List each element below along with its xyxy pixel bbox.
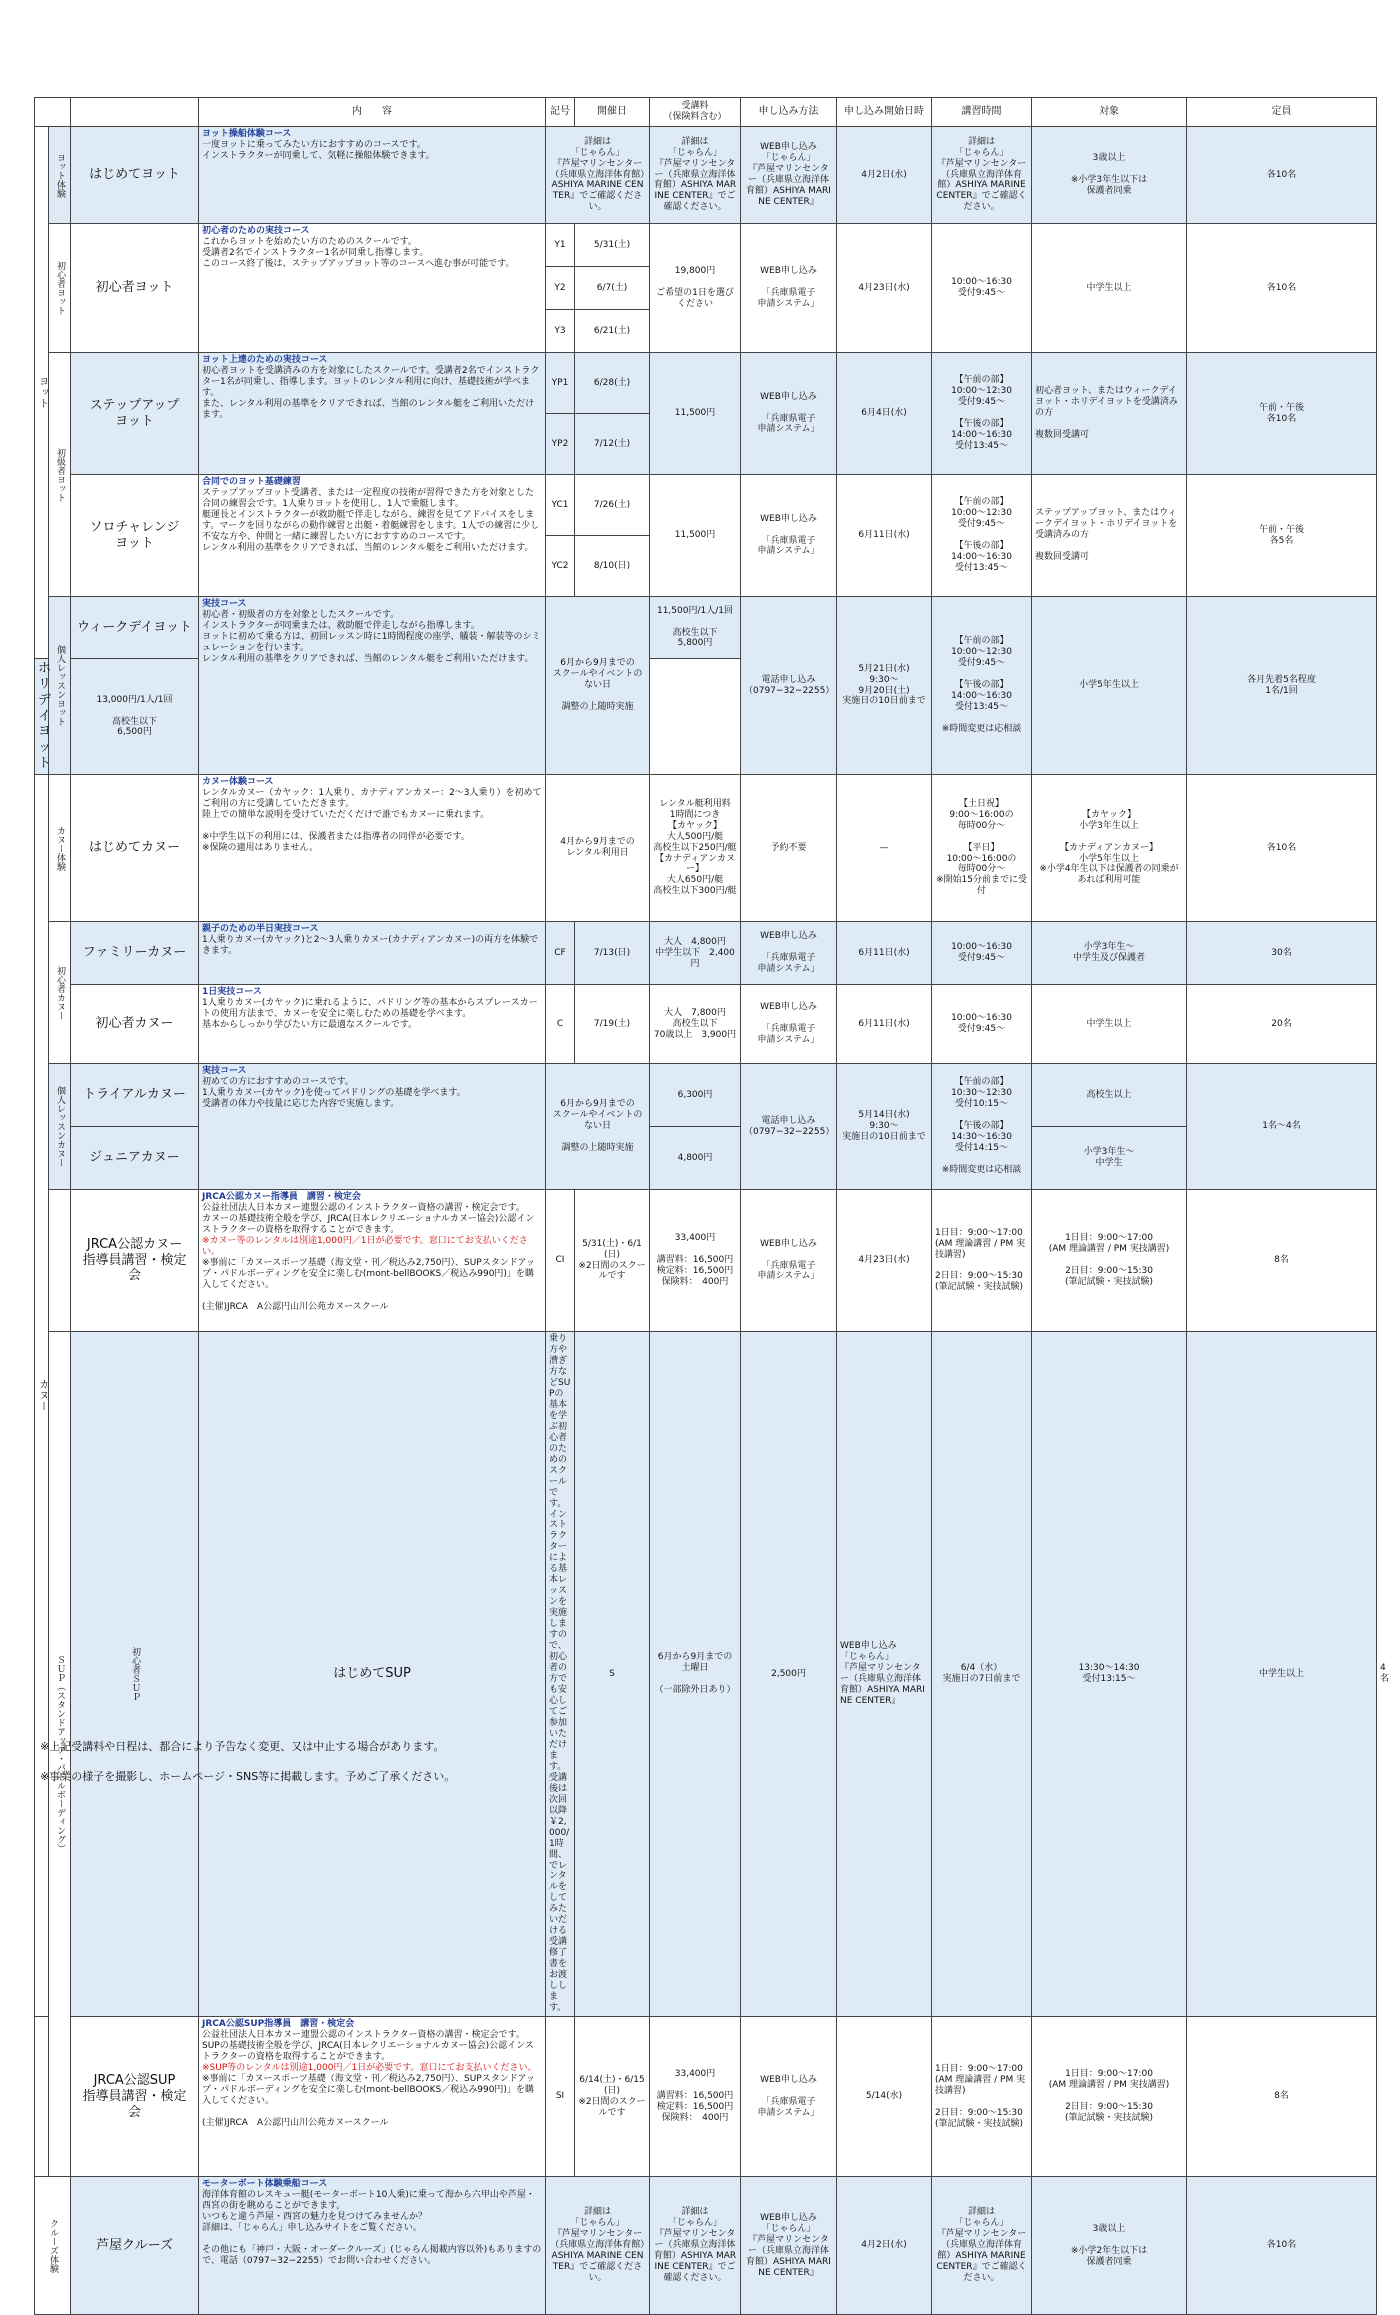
subcategory-beginner-canoe: 初心者カヌー	[49, 922, 71, 1064]
course-lead: ヨット上達のための実技コース	[202, 355, 328, 365]
course-fee: 大人 7,800円 高校生以下 70歳以上 3,900円	[650, 985, 741, 1064]
course-date: 6月から9月までの 土曜日 （一部除外日あり）	[650, 1332, 741, 2017]
course-fee: レンタル艇利用料 1時間につき 【カヤック】 大人500円/艇 高校生以下250円/艇 【カナディアンカヌー】 大人650円/艇 高校生以下300円/艇	[650, 775, 741, 922]
course-name: 芦屋クルーズ	[71, 2177, 199, 2315]
course-apply: WEB申し込み 「じゃらん」 『芦屋マリンセンター（兵庫県立海洋体育館）ASHIYA MARINE CENTER』	[837, 1332, 932, 2017]
course-lead: モーターボート体験乗船コース	[202, 2179, 328, 2190]
course-desc-text: 初心者・初級者の方を対象としたスクールです。 インストラクターが同乗または、救助艇で伴走しながら指導します。 ヨットに初めて乗る方は、初回レッスン時に1時間程度の座学、艤装・解装等のシミュレーションを行います。 レンタル利用の基準をクリアできれば、当館のレンタル艇をご利用いただけます。	[202, 609, 541, 664]
course-schedule-table	[34, 97, 1390, 2315]
course-fee: 13,000円/1人/1回 高校生以下 6,500円	[71, 659, 199, 775]
header-content: 内 容	[199, 98, 546, 127]
course-apply-start: 5/14(水)	[837, 2017, 932, 2177]
course-apply: WEB申し込み 「兵庫県電子 申請システム」	[741, 1190, 837, 1332]
course-lead: 1日実技コース	[202, 987, 262, 998]
subcategory-beginner-sup: 初心者ＳＵＰ	[71, 1332, 199, 2017]
course-fee: 詳細は 「じゃらん」 『芦屋マリンセンター（兵庫県立海洋体育館）ASHIYA MARINE CENTER』でご確認ください。	[650, 2177, 741, 2315]
course-date: 詳細は 「じゃらん」 『芦屋マリンセンター（兵庫県立海洋体育館）ASHIYA MARINE CENTER』でご確認ください。	[546, 127, 650, 224]
course-capacity: 各10名	[1187, 2177, 1377, 2315]
header-capacity: 定員	[1187, 98, 1377, 127]
course-apply-start: 4月23日(水)	[837, 1190, 932, 1332]
course-target: 1日目：9:00〜17:00 (AM 理論講習 / PM 実技講習) 2日目：9:00〜15:30 (筆記試験・実技試験)	[1032, 2017, 1187, 2177]
row-hajimete-yacht	[35, 127, 1377, 224]
course-date: 8/10(日)	[575, 536, 650, 597]
row-jrca-canoe	[35, 1190, 1377, 1332]
course-time: 【午前の部】 10:00〜12:30 受付9:45〜 【午後の部】 14:00〜16:30 受付13:45〜	[932, 475, 1032, 597]
subcategory-blank	[35, 2017, 49, 2177]
course-description	[199, 2177, 546, 2315]
course-description	[199, 1190, 546, 1332]
course-desc-text: 一度ヨットに乗ってみたい方におすすめのコースです。 インストラクターが同乗して、気軽に操船体験できます。	[202, 139, 435, 161]
course-date: 6月から9月までの スクールやイベントのない日 調整の上随時実施	[546, 1064, 650, 1190]
course-description	[199, 775, 546, 922]
course-date: 7/26(土)	[575, 475, 650, 536]
course-lead: 実技コース	[202, 599, 247, 609]
course-capacity: 各月先着5名程度 1名/1回	[1187, 597, 1377, 775]
course-code: YC1	[546, 475, 575, 536]
course-apply: WEB申し込み 「兵庫県電子 申請システム」	[741, 224, 837, 353]
course-fee: 大人 4,800円 中学生以下 2,400円	[650, 922, 741, 985]
course-name: はじめてSUP	[199, 1332, 546, 2017]
course-apply-start: 5月14日(水) 9:30〜 実施日の10日前まで	[837, 1064, 932, 1190]
subcategory-canoe-trial: カヌー体験	[49, 775, 71, 922]
course-code: SI	[546, 2017, 575, 2177]
header-date: 開催日	[575, 98, 650, 127]
course-target: 小学5年生以上	[1032, 597, 1187, 775]
course-fee: 6,300円	[650, 1064, 741, 1127]
course-fee: 11,500円	[650, 475, 741, 597]
subcategory-private-yacht: 個人レッスンヨット	[49, 597, 71, 775]
footnote-1: ※上記受講料や日程は、都合により予告なく変更、又は中止する場合があります。	[40, 1740, 445, 1753]
course-apply: WEB申し込み 「兵庫県電子 申請システム」	[741, 353, 837, 475]
course-capacity: 8名	[1187, 2017, 1377, 2177]
course-fee: 4,800円	[650, 1127, 741, 1190]
course-target: 【カヤック】 小学3年生以上 【カナディアンカヌー】 小学5年生以上 ※小学4年生以下は保護者の同乗があれば利用可能	[1032, 775, 1187, 922]
course-date: 6/7(土)	[575, 267, 650, 310]
course-name: 初心者ヨット	[71, 224, 199, 353]
course-date: 7/19(土)	[575, 985, 650, 1064]
course-desc-text: 初心者ヨットを受講済みの方を対象にしたスクールです。受講者2名でインストラクター1名が同乗し、指導します。ヨットのレンタル利用に向け、基礎技術が学べます。 また、レンタル利用の基準をクリアできれば、当館のレンタル艇をご利用いただけます。	[202, 365, 540, 420]
course-capacity: 午前・午後 各5名	[1187, 475, 1377, 597]
course-warning: ※SUP等のレンタルは別途1,000円／1日が必要です。窓口にてお支払いください。	[202, 2062, 537, 2073]
subcategory-blank	[49, 1190, 71, 1332]
course-description	[199, 922, 546, 985]
course-apply: WEB申し込み 「兵庫県電子 申請システム」	[741, 922, 837, 985]
course-time: 詳細は 「じゃらん」 『芦屋マリンセンター（兵庫県立海洋体育館）ASHIYA MARINE CENTER』でご確認ください。	[932, 127, 1032, 224]
course-name: ソロチャレンジ ヨット	[71, 475, 199, 597]
course-date: 6月から9月までの スクールやイベントのない日 調整の上随時実施	[546, 597, 650, 775]
category-canoe: カヌー	[35, 775, 49, 2017]
course-description	[199, 353, 546, 475]
course-name: ウィークデイヨット	[71, 597, 199, 659]
subcategory-private-canoe: 個人レッスンカヌー	[49, 1064, 71, 1190]
course-fee: 33,400円 講習料：16,500円 検定料：16,500円 保険料： 400円	[650, 2017, 741, 2177]
course-target: 中学生以上	[1187, 1332, 1377, 2017]
course-desc-text: 初めての方におすすめのコースです。 1人乗りカヌー(カヤック)を使ってパドリングの基礎を学べます。 受講者の体力や技量に応じた内容で実施します。	[202, 1076, 466, 1109]
course-apply-start: 6月4日(水)	[837, 353, 932, 475]
course-code: YC2	[546, 536, 575, 597]
course-fee: 33,400円 講習料：16,500円 検定料：16,500円 保険料： 400円	[650, 1190, 741, 1332]
row-hajimete-sup: ＳＵＰ（スタンドアップ・パドルボーディング） 初心者ＳＵＰ はじめてSUP 乗り方や漕ぎ方などSUPの基本を学ぶ初心者のためのスクールです。 インストラクターによる基本レッスンを実施しますので、初心者の方でも安心してご参加いただけます。受講後は次回以降￥2,000/1時間、でレンタルをしてみたいだける受講修了書をお渡しします。 S 6月から9月までの 土曜日 （一部除外日あり） 2,500円 WEB申し込み 「じゃらん」 『芦屋マリンセンター（兵庫県立海洋体育館）ASHIYA MARINE CENTER』 6/4（水） 実施日の7日前まで 13:30〜14:30 受付13:15〜 中学生以上 4名	[35, 1332, 1377, 2017]
course-date: 4月から9月までの レンタル利用日	[546, 775, 650, 922]
course-date: 6/14(土)・6/15(日) ※2日間のスクールです	[575, 2017, 650, 2177]
course-lead: カヌー体験コース	[202, 777, 274, 788]
course-desc-text: 海洋体育館のレスキュー艇(モーターボート10人乗)に乗って海から六甲山や芦屋・西宮の街を眺めることができます。 いつもと違う芦屋・西宮の魅力を見つけてみませんか？ 詳細は、「じゃらん」申し込みサイトをご覧ください。 その他にも「神戸・大阪・オーダークルーズ」(じゃらん掲載内容以外)もありますので、電話（0797−32−2255）でお問い合わせください。	[202, 2190, 542, 2266]
course-description	[199, 475, 546, 597]
course-time: 【午前の部】 10:00〜12:30 受付9:45〜 【午後の部】 14:00〜16:30 受付13:45〜 ※時間変更は応相談	[932, 597, 1032, 775]
course-time: 10:00〜16:30 受付9:45〜	[932, 224, 1032, 353]
course-capacity: 各10名	[1187, 775, 1377, 922]
category-cruise: クルーズ体験	[35, 2177, 71, 2315]
course-capacity: 8名	[1187, 1190, 1377, 1332]
course-description	[199, 985, 546, 1064]
course-name: JRCA公認カヌー 指導員講習・検定 会	[71, 1190, 199, 1332]
course-name: 初心者カヌー	[71, 985, 199, 1064]
header-apply: 申し込み方法	[741, 98, 837, 127]
course-apply: WEB申し込み 「兵庫県電子 申請システム」	[741, 2017, 837, 2177]
row-shoshinsha-yacht	[35, 224, 1377, 267]
course-time: 10:00〜16:30 受付9:45〜	[932, 985, 1032, 1064]
category-yacht: ヨット	[35, 127, 49, 659]
subcategory-beginner-yacht2: 初級者ヨット	[49, 353, 71, 597]
course-apply-start: 4月2日(水)	[837, 2177, 932, 2315]
course-code: Y2	[546, 267, 575, 310]
course-code: YP1	[546, 353, 575, 414]
course-fee: 2,500円	[741, 1332, 837, 2017]
course-target: 小学3年生〜 中学生及び保護者	[1032, 922, 1187, 985]
course-lead: ヨット操船体験コース	[202, 129, 292, 139]
course-lead: JRCA公認カヌー指導員 講習・検定会	[202, 1192, 361, 1203]
course-desc-text: これからヨットを始めたい方のためのスクールです。 受講者2名でインストラクター1名が同乗し指導します。 このコース終了後は、ステップアップヨット等のコースへ進む事が可能です。	[202, 236, 515, 269]
course-lead: 初心者のための実技コース	[202, 226, 310, 236]
course-description: 乗り方や漕ぎ方などSUPの基本を学ぶ初心者のためのスクールです。 インストラクターによる基本レッスンを実施しますので、初心者の方でも安心してご参加いただけます。受講後は次回以降￥2,000/1時間、でレンタルをしてみたいだける受講修了書をお渡しします。	[546, 1332, 575, 2017]
course-name: ジュニアカヌー	[71, 1127, 199, 1190]
course-apply: 電話申し込み （0797−32−2255）	[741, 597, 837, 775]
course-desc-text: レンタルカヌー（カヤック：1人乗り、カナディアンカヌー：2〜3人乗り）を初めてご利用の方に受講していただきます。 陸上での簡単な説明を受けていただくだけで誰でもカヌーに乗れます。 ※中学生以下の利用には、保護者または指導者の同伴が必要です。 ※保険の適用はありません。	[202, 787, 542, 853]
course-apply-start: —	[837, 775, 932, 922]
course-apply-start: 5月21日(水) 9:30〜 9月20日(土) 実施日の10日前まで	[837, 597, 932, 775]
course-target: 3歳以上 ※小学2年生以下は 保護者同乗	[1032, 2177, 1187, 2315]
course-desc-text: ステップアップヨット受講者、または一定程度の技術が習得できた方を対象とした合同の練習会です。1人乗りヨットを使用し、1人で乗艇します。 艇運長とインストラクターが救助艇で伴走しながら、練習を見てアドバイスをします。マークを回りながらの動作練習と出艇・着艇練習をします。1人での練習に少し不安な方や、仲間と一緒に練習したい方におすすめのコースです。 レンタル利用の基準をクリアできれば、当館のレンタル艇をご利用いただけます。	[202, 487, 540, 553]
course-fee: 11,500円/1人/1回 高校生以下 5,800円	[650, 597, 741, 659]
course-target: 高校生以上	[1032, 1064, 1187, 1127]
course-date: 7/12(土)	[575, 414, 650, 475]
course-apply-start: 6月11日(水)	[837, 922, 932, 985]
course-target: 3歳以上 ※小学3年生以下は 保護者同乗	[1032, 127, 1187, 224]
header-fee: 受講料 （保険料含む）	[650, 98, 741, 127]
course-code: S	[575, 1332, 650, 2017]
course-target: ステップアップヨット、またはウィークデイヨット・ホリデイヨットを受講済みの方 複数回受講可	[1032, 475, 1187, 597]
course-target: 1日目：9:00〜17:00 (AM 理論講習 / PM 実技講習) 2日目：9:00〜15:30 (筆記試験・実技試験)	[1032, 1190, 1187, 1332]
course-date: 6/21(土)	[575, 310, 650, 353]
course-fee: 19,800円 ご希望の1日を選びください	[650, 224, 741, 353]
course-time: 10:00〜16:30 受付9:45〜	[932, 922, 1032, 985]
course-desc-text-2: ※事前に「カヌースポーツ基礎（海文堂・刊／税込み2,750円）、SUPスタンドアップ・パドルボーディングを安全に楽しむ(mont-bellBOOKS／税込み990円)」を購入してください。 (主催)JRCA A公認円山川公苑カヌースクール	[202, 1257, 535, 1312]
course-apply: 電話申し込み （0797−32−2255）	[741, 1064, 837, 1190]
course-time: 1日目：9:00〜17:00 (AM 理論講習 / PM 実技講習) 2日目：9:00〜15:30 (筆記試験・実技試験)	[932, 2017, 1032, 2177]
course-code: Y3	[546, 310, 575, 353]
course-name: ファミリーカヌー	[71, 922, 199, 985]
header-blank-name	[71, 98, 199, 127]
course-code: C	[546, 985, 575, 1064]
course-code: CI	[546, 1190, 575, 1332]
course-capacity: 午前・午後 各10名	[1187, 353, 1377, 475]
course-apply-start: 6月11日(水)	[837, 475, 932, 597]
course-apply-start: 6月11日(水)	[837, 985, 932, 1064]
course-description	[199, 224, 546, 353]
subcategory-yacht-trial: ヨット体験	[49, 127, 71, 224]
course-target: 中学生以上	[1032, 224, 1187, 353]
header-time: 講習時間	[932, 98, 1032, 127]
course-desc-text: 公益社団法人日本カヌー連盟公認のインストラクター資格の講習・検定会です。 カヌーの基礎技術全般を学び、JRCA(日本レクリエーショナルカヌー協会)公認インストラクターの資格を取得することができます。	[202, 1202, 535, 1235]
course-time: 【午前の部】 10:00〜12:30 受付9:45〜 【午後の部】 14:00〜16:30 受付13:45〜	[932, 353, 1032, 475]
subcategory-beginner-yacht: 初心者ヨット	[49, 224, 71, 353]
row-hajimete-canoe	[35, 775, 1377, 922]
course-description	[199, 2017, 546, 2177]
course-apply: 予約不要	[741, 775, 837, 922]
header-code: 記号	[546, 98, 575, 127]
course-code: CF	[546, 922, 575, 985]
course-name: ホリデイヨット	[35, 659, 49, 775]
course-name: トライアルカヌー	[71, 1064, 199, 1127]
category-sup: ＳＵＰ（スタンドアップ・パドルボーディング）	[49, 1332, 71, 2177]
course-apply-start: 6/4（水） 実施日の7日前まで	[932, 1332, 1032, 2017]
course-name: はじめてカヌー	[71, 775, 199, 922]
course-date: 5/31(土)・6/1(日) ※2日間のスクールです	[575, 1190, 650, 1332]
course-code: Y1	[546, 224, 575, 267]
course-name: ステップアップ ヨット	[71, 353, 199, 475]
course-description	[199, 597, 546, 775]
row-stepup-yacht	[35, 353, 1377, 414]
course-apply-start: 4月23日(水)	[837, 224, 932, 353]
course-lead: 親子のための半日実技コース	[202, 924, 319, 935]
course-capacity: 30名	[1187, 922, 1377, 985]
course-target: 中学生以上	[1032, 985, 1187, 1064]
row-family-canoe	[35, 922, 1377, 985]
course-date: 5/31(土)	[575, 224, 650, 267]
course-capacity: 各10名	[1187, 127, 1377, 224]
row-jrca-sup	[35, 2017, 1377, 2177]
course-target: 小学3年生〜 中学生	[1032, 1127, 1187, 1190]
course-capacity: 20名	[1187, 985, 1377, 1064]
course-lead: 実技コース	[202, 1066, 247, 1077]
course-apply: WEB申し込み 「じゃらん」 『芦屋マリンセンター（兵庫県立海洋体育館）ASHIYA MARINE CENTER』	[741, 127, 837, 224]
course-capacity: 1名〜4名	[1187, 1064, 1377, 1190]
row-solo-yacht	[35, 475, 1377, 536]
row-ashiya-cruise	[35, 2177, 1377, 2315]
course-time: 【土日祝】 9:00〜16:00の 毎時00分〜 【平日】 10:00〜16:00の 毎時00分〜 ※開始15分前までに受付	[932, 775, 1032, 922]
course-description	[199, 127, 546, 224]
header-blank	[35, 98, 71, 127]
course-time: 1日目：9:00〜17:00 (AM 理論講習 / PM 実技講習) 2日目：9:00〜15:30 (筆記試験・実技試験)	[932, 1190, 1032, 1332]
course-time: 13:30〜14:30 受付13:15〜	[1032, 1332, 1187, 2017]
course-apply: WEB申し込み 「兵庫県電子 申請システム」	[741, 985, 837, 1064]
course-lead: 合同でのヨット基礎練習	[202, 477, 301, 487]
course-code: YP2	[546, 414, 575, 475]
course-date: 7/13(日)	[575, 922, 650, 985]
course-lead: JRCA公認SUP指導員 講習・検定会	[202, 2019, 355, 2030]
course-date: 詳細は 「じゃらん」 『芦屋マリンセンター（兵庫県立海洋体育館）ASHIYA MARINE CENTER』でご確認ください。	[546, 2177, 650, 2315]
course-fee: 11,500円	[650, 353, 741, 475]
course-desc-text-2: ※事前に「カヌースポーツ基礎（海文堂・刊／税込み2,750円）、SUPスタンドアップ・パドルボーディングを安全に楽しむ(mont-bellBOOKS／税込み990円)」を購入してください。 (主催)JRCA A公認円山川公苑カヌースクール	[202, 2073, 535, 2128]
course-apply: WEB申し込み 「兵庫県電子 申請システム」	[741, 475, 837, 597]
course-time: 【午前の部】 10:30〜12:30 受付10:15〜 【午後の部】 14:30〜16:30 受付14:15〜 ※時間変更は応相談	[932, 1064, 1032, 1190]
course-desc-text: 公益社団法人日本カヌー連盟公認のインストラクター資格の講習・検定会です。 SUPの基礎技術全般を学び、JRCA(日本レクリエーショナルカヌー協会)公認インストラクターの資格を取得することができます。	[202, 2030, 534, 2062]
course-name: はじめてヨット	[71, 127, 199, 224]
header-row	[35, 98, 1377, 127]
header-apply-start: 申し込み開始日時	[837, 98, 932, 127]
row-shoshinsha-canoe	[35, 985, 1377, 1064]
course-description	[199, 1064, 546, 1190]
course-time: 詳細は 「じゃらん」 『芦屋マリンセンター（兵庫県立海洋体育館）ASHIYA MARINE CENTER』でご確認ください。	[932, 2177, 1032, 2315]
course-date: 6/28(土)	[575, 353, 650, 414]
course-name: JRCA公認SUP 指導員講習・検定 会	[71, 2017, 199, 2177]
course-desc-text: 1人乗りカヌー(カヤック)に乗れるように、パドリング等の基本からスプレースカートの使用方法まで、カヌーを安全に楽しむための基礎を学べます。 基本からしっかり学びたい方に最適なスクールです。	[202, 997, 538, 1030]
row-weekday-yacht	[35, 597, 1377, 659]
course-desc-text: 1人乗りカヌー(カヤック)と2〜3人乗りカヌー(カナディアンカヌー)の両方を体験できます。	[202, 934, 539, 956]
row-trial-canoe	[35, 1064, 1377, 1127]
course-capacity: 各10名	[1187, 224, 1377, 353]
header-target: 対象	[1032, 98, 1187, 127]
course-warning: ※カヌー等のレンタルは別途1,000円／1日が必要です。窓口にてお支払いください。	[202, 1235, 528, 1257]
course-apply-start: 4月2日(水)	[837, 127, 932, 224]
footnote-2: ※事業の様子を撮影し、ホームページ・SNS等に掲載します。予めご了承ください。	[40, 1770, 456, 1783]
course-apply: WEB申し込み 「じゃらん」 『芦屋マリンセンター（兵庫県立海洋体育館）ASHIYA MARINE CENTER』	[741, 2177, 837, 2315]
course-fee: 詳細は 「じゃらん」 『芦屋マリンセンター（兵庫県立海洋体育館）ASHIYA MARINE CENTER』でご確認ください。	[650, 127, 741, 224]
course-target: 初心者ヨット、またはウィークデイヨット・ホリデイヨットを受講済みの方 複数回受講可	[1032, 353, 1187, 475]
